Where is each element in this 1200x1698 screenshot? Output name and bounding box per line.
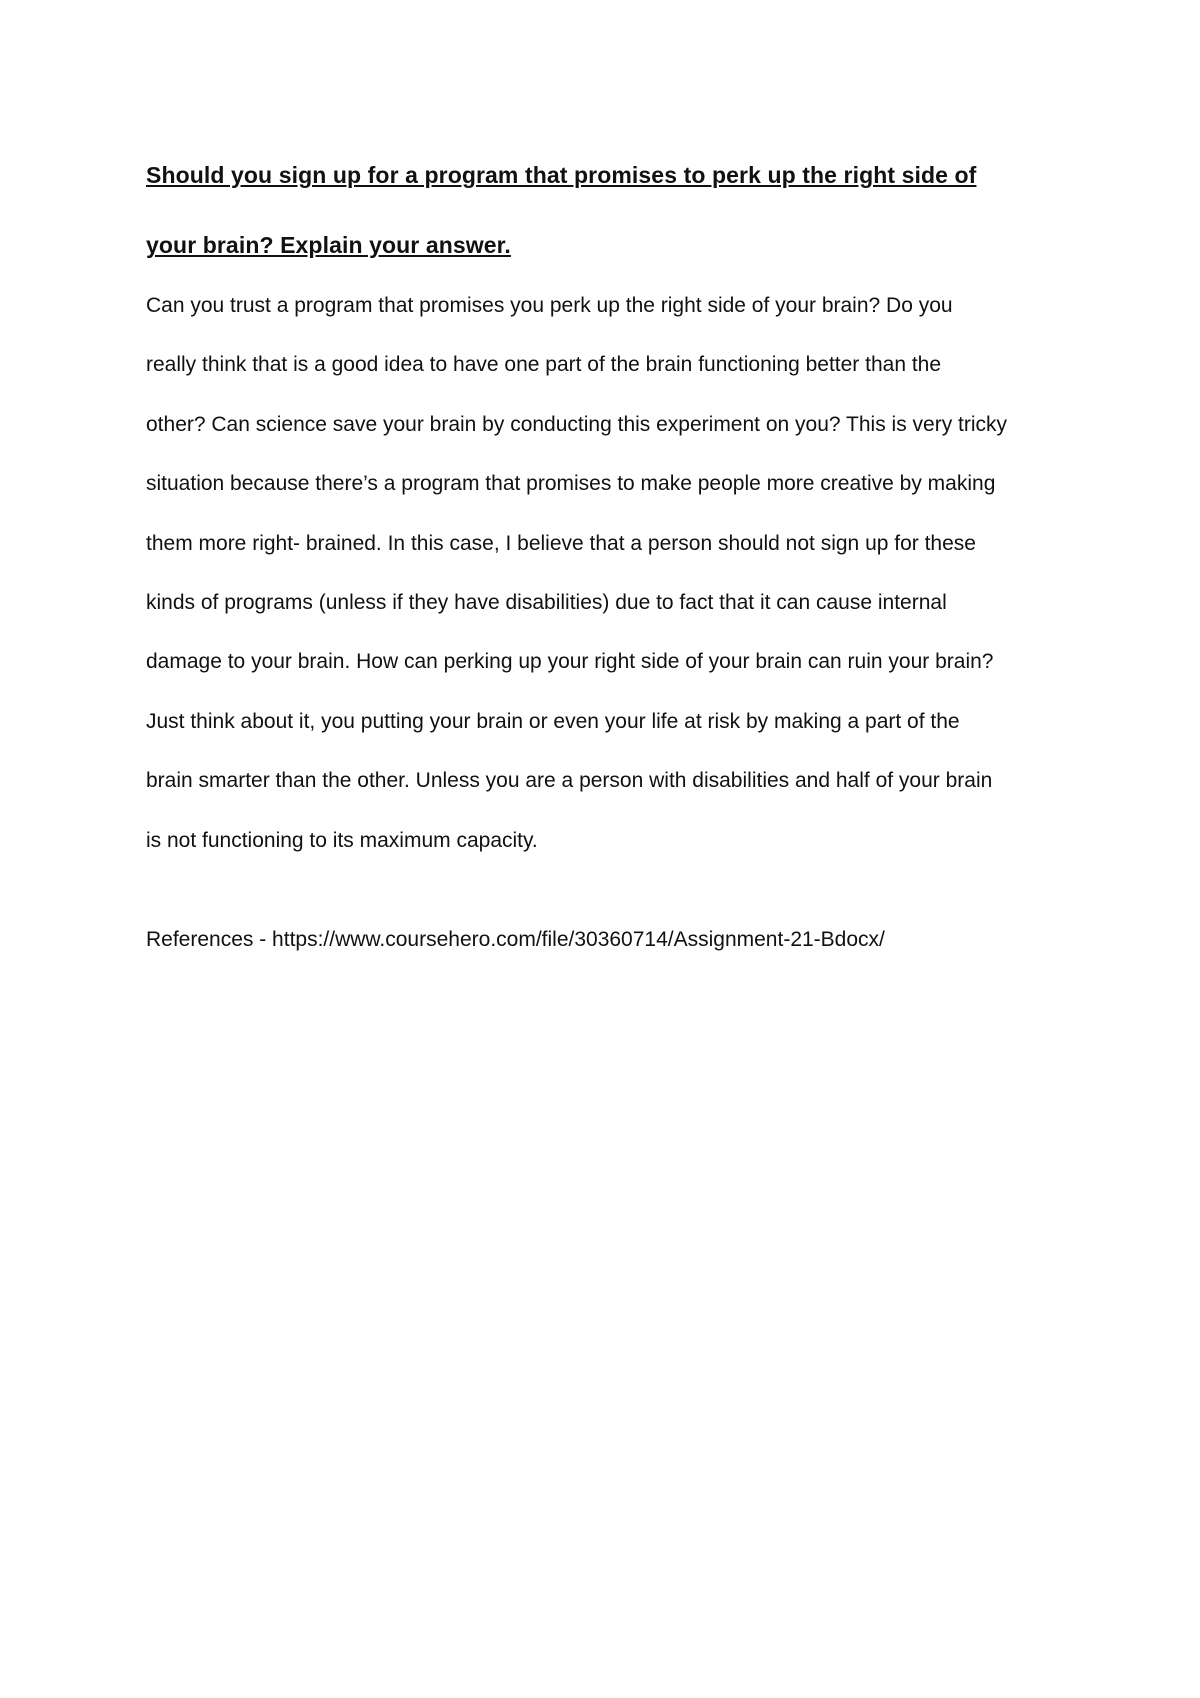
body-line-10: is not functioning to its maximum capacity. — [146, 828, 538, 852]
body-line-1: Can you trust a program that promises you perk up the right side of your brain? Do you — [146, 294, 953, 317]
document-title — [146, 140, 1076, 280]
body-line-8: Just think about it, you putting your brain or even your life at risk by making a part of the — [146, 709, 960, 733]
body-line-2: really think that is a good idea to have one part of the brain functioning better than the — [146, 353, 942, 377]
title-line-2: your brain? Explain your answer. — [146, 232, 511, 258]
body-line-7: damage to your brain. How can perking up your right side of your brain can ruin your brain? — [146, 650, 994, 674]
body-line-4: situation because there’s a program that promises to make people more creative by making — [146, 472, 996, 496]
references-line: References - https://www.coursehero.com/file/30360714/Assignment-21-Bdocx/ — [146, 928, 885, 951]
body-line-5: them more right- brained. In this case, I believe that a person should not sign up for these — [146, 531, 976, 555]
title-line-1: Should you sign up for a program that promises to perk up the right side of — [146, 162, 977, 188]
body-line-3: other? Can science save your brain by conducting this experiment on you? This is very tricky — [146, 412, 1008, 436]
document-body — [146, 276, 1076, 870]
body-line-6: kinds of programs (unless if they have disabilities) due to fact that it can cause internal — [146, 591, 947, 615]
body-line-9: brain smarter than the other. Unless you are a person with disabilities and half of your brain — [146, 769, 993, 793]
document-content — [146, 140, 1076, 870]
